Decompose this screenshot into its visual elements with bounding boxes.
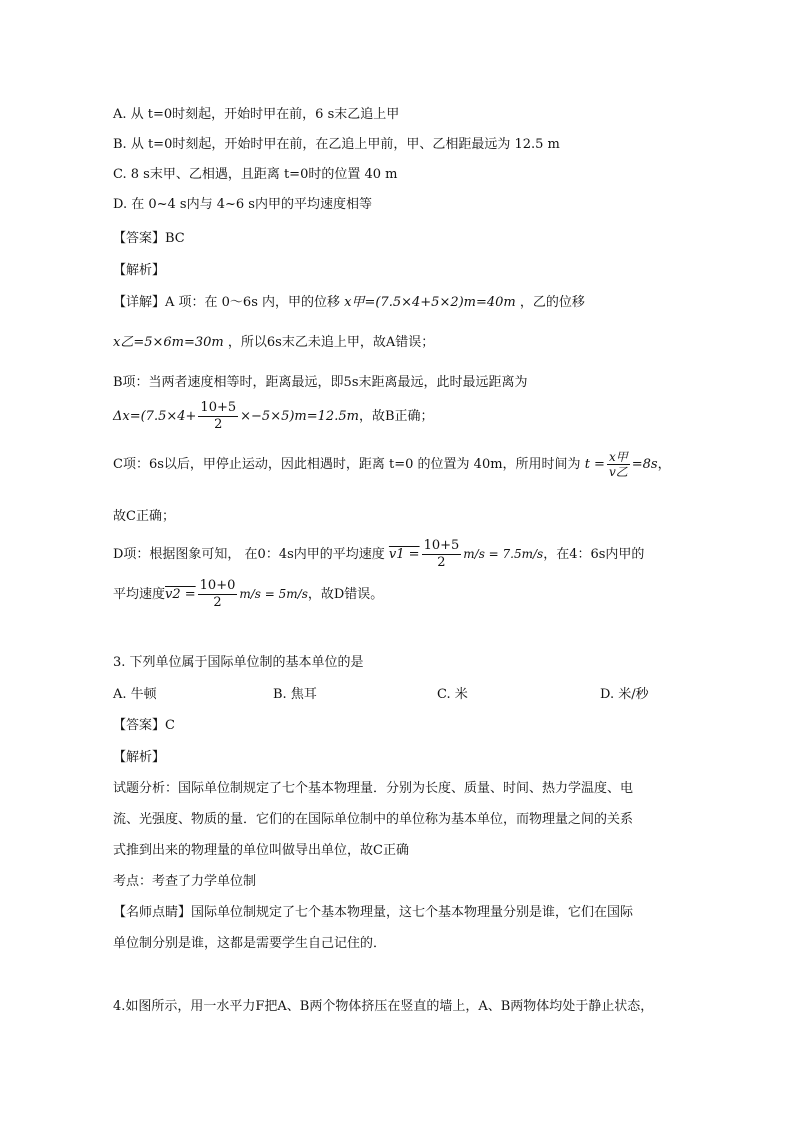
detail-a-text: 【详解】A 项：在 0～6s 内，甲的位移 xyxy=(113,295,340,310)
q2-detail-d-line1 xyxy=(113,538,644,571)
detail-b-conclusion: ，故B正确； xyxy=(358,409,434,424)
formula-v1-post: m/s = 7.5m/s xyxy=(463,547,544,561)
q2-analysis-label: 【解析】 xyxy=(113,263,166,278)
fraction: $\frac{10+0}{2}$ xyxy=(199,578,236,610)
q3-option-d: D. 米/秒 xyxy=(600,687,649,702)
q2-detail-c-line1: C项：6s以后，甲停止运动，因此相遇时，距离 t=0 的位置为 40m，所用时间为 t = $\frac{\text{x甲}}{\text{v乙}}$ =8s， xyxy=(113,450,671,479)
formula-x-jia: x甲=(7.5×4+5×2)m=40m xyxy=(344,295,516,310)
formula-v1: v1 = xyxy=(388,547,420,562)
formula-delta-x: Δx=(7.5×4+ xyxy=(113,409,197,424)
detail-d-text: D项：根据图象可知， 在0：4s内甲的平均速度 xyxy=(113,547,385,562)
q2-answer: 【答案】BC xyxy=(113,231,185,246)
q3-answer: 【答案】C xyxy=(113,718,175,733)
fraction: $\frac{\text{x甲}}{\text{v乙}}$ xyxy=(608,450,628,479)
q2-detail-a-line2 xyxy=(113,334,434,352)
q2-detail-c-line2: 故C正确； xyxy=(113,509,175,524)
detail-a-text-post: ，乙的位移 xyxy=(519,295,585,310)
q3-option-b: B. 焦耳 xyxy=(273,687,317,702)
q2-detail-b-line1: B项：当两者速度相等时，距离最远，即5s末距离最远，此时最远距离为 xyxy=(113,375,528,390)
q2-detail-d-line2 xyxy=(113,578,383,611)
formula-t: t = xyxy=(584,457,605,472)
fraction: $\frac{10+5}{2}$ xyxy=(200,400,237,432)
formula-delta-x-post: ×−5×5)m=12.5m xyxy=(240,409,359,424)
q3-kaodian: 考点：考查了力学单位制 xyxy=(113,874,257,889)
fraction: $\frac{10+5}{2}$ xyxy=(423,538,460,570)
q3-analysis-label: 【解析】 xyxy=(113,750,166,765)
detail-a-conclusion: ，所以6s末乙未追上甲，故A错误； xyxy=(227,335,435,350)
formula-t-post: =8s xyxy=(631,457,658,472)
q3-analysis-line1: 试题分析：国际单位制规定了七个基本物理量．分别为长度、质量、时间、热力学温度、电 xyxy=(113,781,634,796)
q3-analysis-line2: 流、光强度、物质的量．它们的在国际单位制中的单位称为基本单位，而物理量之间的关系 xyxy=(113,812,634,827)
formula-x-yi: x乙=5×6m=30m xyxy=(113,335,224,350)
q2-option-c: C. 8 s末甲、乙相遇，且距离 t=0时的位置 40 m xyxy=(113,167,398,182)
detail-c-text: C项：6s以后，甲停止运动，因此相遇时，距离 t=0 的位置为 40m，所用时间为 xyxy=(113,457,581,472)
q3-tip-line2: 单位制分别是谁，这都是需要学生自己记住的． xyxy=(113,936,387,951)
formula-v2-post: m/s = 5m/s xyxy=(239,587,308,601)
q2-option-d: D. 在 0~4 s内与 4~6 s内甲的平均速度相等 xyxy=(113,197,372,212)
q3-stem: 3. 下列单位属于国际单位制的基本单位的是 xyxy=(113,655,364,670)
q4-stem: 4.如图所示，用一水平力F把A、B两个物体挤压在竖直的墙上，A、B两物体均处于静止状态， xyxy=(113,999,654,1014)
q2-option-b: B. 从 t=0时刻起，开始时甲在前，在乙追上甲前，甲、乙相距最远为 12.5 m xyxy=(113,137,560,152)
detail-d-text-post: ，在4：6s内甲的 xyxy=(543,547,645,562)
formula-v2: v2 = xyxy=(165,587,196,602)
q3-option-c: C. 米 xyxy=(437,687,468,702)
q2-detail-b-formula xyxy=(113,400,434,433)
q3-analysis-line3: 式推到出来的物理量的单位叫做导出单位，故C正确 xyxy=(113,843,409,858)
q2-detail-a-line1 xyxy=(113,294,585,312)
q2-option-a: A. 从 t=0时刻起，开始时甲在前，6 s末乙追上甲 xyxy=(113,107,400,122)
q3-tip-line1: 【名师点睛】国际单位制规定了七个基本物理量，这七个基本物理量分别是谁，它们在国际 xyxy=(113,905,634,920)
q3-option-a: A. 牛顿 xyxy=(113,687,157,702)
detail-d-text2: 平均速度 xyxy=(113,587,166,602)
detail-d-conclusion: ，故D错误。 xyxy=(307,587,384,602)
